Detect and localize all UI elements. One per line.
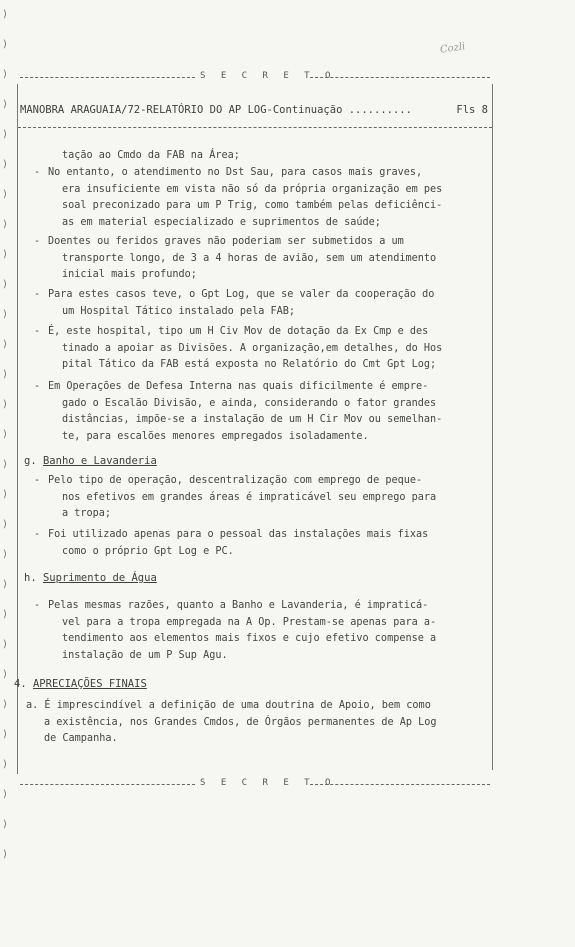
handwritten-mark: Cozli	[439, 41, 466, 56]
header-rule	[18, 127, 492, 128]
frame-right	[492, 84, 493, 770]
header-page: Fls 8	[456, 104, 488, 116]
section-4-item-a: a. É imprescindível a definição de uma doutrina de Apoio, bem como a existência, nos Grandes Cmdos, de Órgãos permanentes de Ap Log de Campanha.	[26, 700, 437, 744]
classification-bottom: S E C R E T O	[200, 778, 336, 788]
binding-holes: ) ) ) ) ) ) ) ) ) ) ) ) ) ) ) ) ) ) ) ) ) ) ) ) ) ) ) ) )	[2, 9, 9, 860]
bullet-1: - No entanto, o atendimento no Dst Sau, para casos mais graves, era insuficiente em vista não só da própria organização em pes soal preconizado para um P Trig, como também pelas deficiênci- as em material especializado e suprimentos de saúde;	[34, 167, 443, 228]
bottom-rule-right	[310, 784, 490, 785]
header-title: MANOBRA ARAGUAIA/72-RELATÓRIO DO AP LOG-Continuação ..........	[20, 104, 412, 116]
section-g-bullet-1: - Pelo tipo de operação, descentralização com emprego de peque- nos efetivos em grandes áreas é impraticável seu emprego para a tropa;	[34, 475, 437, 519]
bullet-2: - Doentes ou feridos graves não poderiam ser submetidos a um transporte longo, de 3 a 4 horas de avião, sem um atendimento inicial mais profundo;	[34, 236, 437, 280]
bottom-rule-left	[20, 784, 195, 785]
frame-left	[17, 84, 18, 774]
bullet-4: - É, este hospital, tipo um H Civ Mov de dotação da Ex Cmp e des tinado a apoiar as Divisões. A organização,em detalhes, do Hos pital Tático da FAB está exposta no Relatório do Cmt Gpt Log;	[34, 326, 443, 370]
top-rule-right	[310, 77, 490, 78]
section-h-bullet-1: - Pelas mesmas razões, quanto a Banho e Lavanderia, é impraticá- vel para a tropa empregada na A Op. Prestam-se apenas para a- tendimento aos elementos mais fixos e cujo efetivo compense a instalação de um P Sup Agu.	[34, 600, 437, 661]
classification-top: S E C R E T O	[200, 71, 336, 81]
section-g-heading: g. Banho e Lavanderia	[24, 455, 157, 467]
document-header	[20, 104, 488, 116]
bullet-5: - Em Operações de Defesa Interna nas quais dificilmente é empre- gado o Escalão Divisão, e ainda, considerando o fator grandes distâncias, impõe-se a instalação de um H Cir Mov ou semelhan- te, para escalões menores empregados isoladamente.	[34, 381, 443, 442]
intro-line: tação ao Cmdo da FAB na Área;	[62, 150, 240, 161]
top-rule-left	[20, 77, 195, 78]
section-h-heading: h. Suprimento de Água	[24, 572, 157, 584]
bullet-3: - Para estes casos teve, o Gpt Log, que se valer da cooperação do um Hospital Tático instalado pela FAB;	[34, 289, 435, 317]
section-g-bullet-2: - Foi utilizado apenas para o pessoal das instalações mais fixas como o próprio Gpt Log e PC.	[34, 529, 429, 557]
section-4-heading: 4. APRECIAÇÕES FINAIS	[14, 678, 147, 690]
